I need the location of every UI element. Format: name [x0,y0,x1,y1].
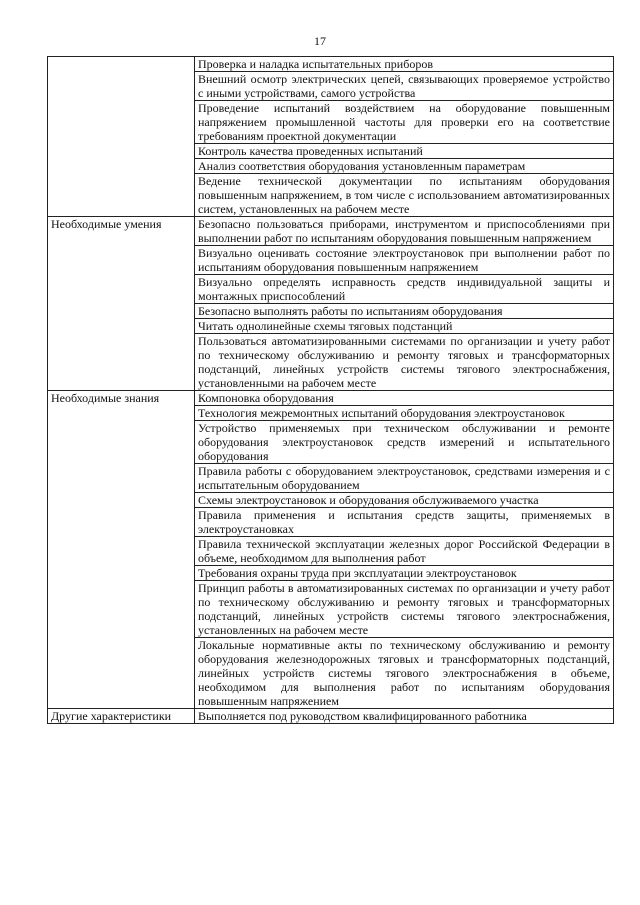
section-label: Другие характеристики [48,709,195,724]
section-item: Технология межремонтных испытаний оборудования электроустановок [195,406,614,421]
section-item: Правила применения и испытания средств защиты, применяемых в электроустановках [195,508,614,537]
section-item: Контроль качества проведенных испытаний [195,144,614,159]
section-item: Принцип работы в автоматизированных системах по организации и учету работ по техническому обслуживанию и ремонту тяговых и трансформаторных подстанций, линейных устройств системы тягового электроснабжения, установленных на рабочем месте [195,581,614,638]
page-number: 17 [314,34,326,48]
section-item: Визуально оценивать состояние электроустановок при выполнении работ по испытаниям оборудования повышенным напряжением [195,246,614,275]
section-item: Проверка и наладка испытательных приборов [195,57,614,72]
section-item: Устройство применяемых при техническом обслуживании и ремонте оборудования электроустановок средств измерений и испытательного оборудования [195,421,614,464]
section-label: Необходимые знания [48,391,195,709]
section-item: Схемы электроустановок и оборудования обслуживаемого участка [195,493,614,508]
section-item: Локальные нормативные акты по техническому обслуживанию и ремонту оборудования железнодорожных тяговых и трансформаторных подстанций, линейных устройств системы тягового электроснабжения в объеме, необходимом для выполнения работ по испытаниям оборудования повышенным напряжением [195,638,614,709]
table-row [48,217,614,246]
table-row [48,57,614,72]
section-item: Правила технической эксплуатации железных дорог Российской Федерации в объеме, необходимом для выполнения работ [195,537,614,566]
table-row [48,391,614,406]
section-item: Анализ соответствия оборудования установленным параметрам [195,159,614,174]
section-item: Внешний осмотр электрических цепей, связывающих проверяемое устройство с иными устройствами, самого устройства [195,72,614,101]
section-label [48,57,195,217]
section-item: Пользоваться автоматизированными системами по организации и учету работ по техническому обслуживанию и ремонту тяговых и трансформаторных подстанций, линейных устройств системы тягового электроснабжения, установленными на рабочем месте [195,334,614,391]
section-item: Правила работы с оборудованием электроустановок, средствами измерения и с испытательным оборудованием [195,464,614,493]
section-label: Необходимые умения [48,217,195,391]
section-item: Проведение испытаний воздействием на оборудование повышенным напряжением промышленной частоты для проверки его на соответствие требованиям проектной документации [195,101,614,144]
competency-table [47,56,614,724]
section-item: Безопасно пользоваться приборами, инструментом и приспособлениями при выполнении работ по испытаниям оборудования повышенным напряжением [195,217,614,246]
section-item: Ведение технической документации по испытаниям оборудования повышенным напряжением, в том числе с использованием автоматизированных систем, установленных на рабочем месте [195,174,614,217]
section-item: Читать однолинейные схемы тяговых подстанций [195,319,614,334]
section-item: Визуально определять исправность средств индивидуальной защиты и монтажных приспособлений [195,275,614,304]
table-row [48,709,614,724]
section-item: Компоновка оборудования [195,391,614,406]
competency-table-body [48,57,614,724]
section-item: Требования охраны труда при эксплуатации электроустановок [195,566,614,581]
section-item: Безопасно выполнять работы по испытаниям оборудования [195,304,614,319]
section-item: Выполняется под руководством квалифицированного работника [195,709,614,724]
